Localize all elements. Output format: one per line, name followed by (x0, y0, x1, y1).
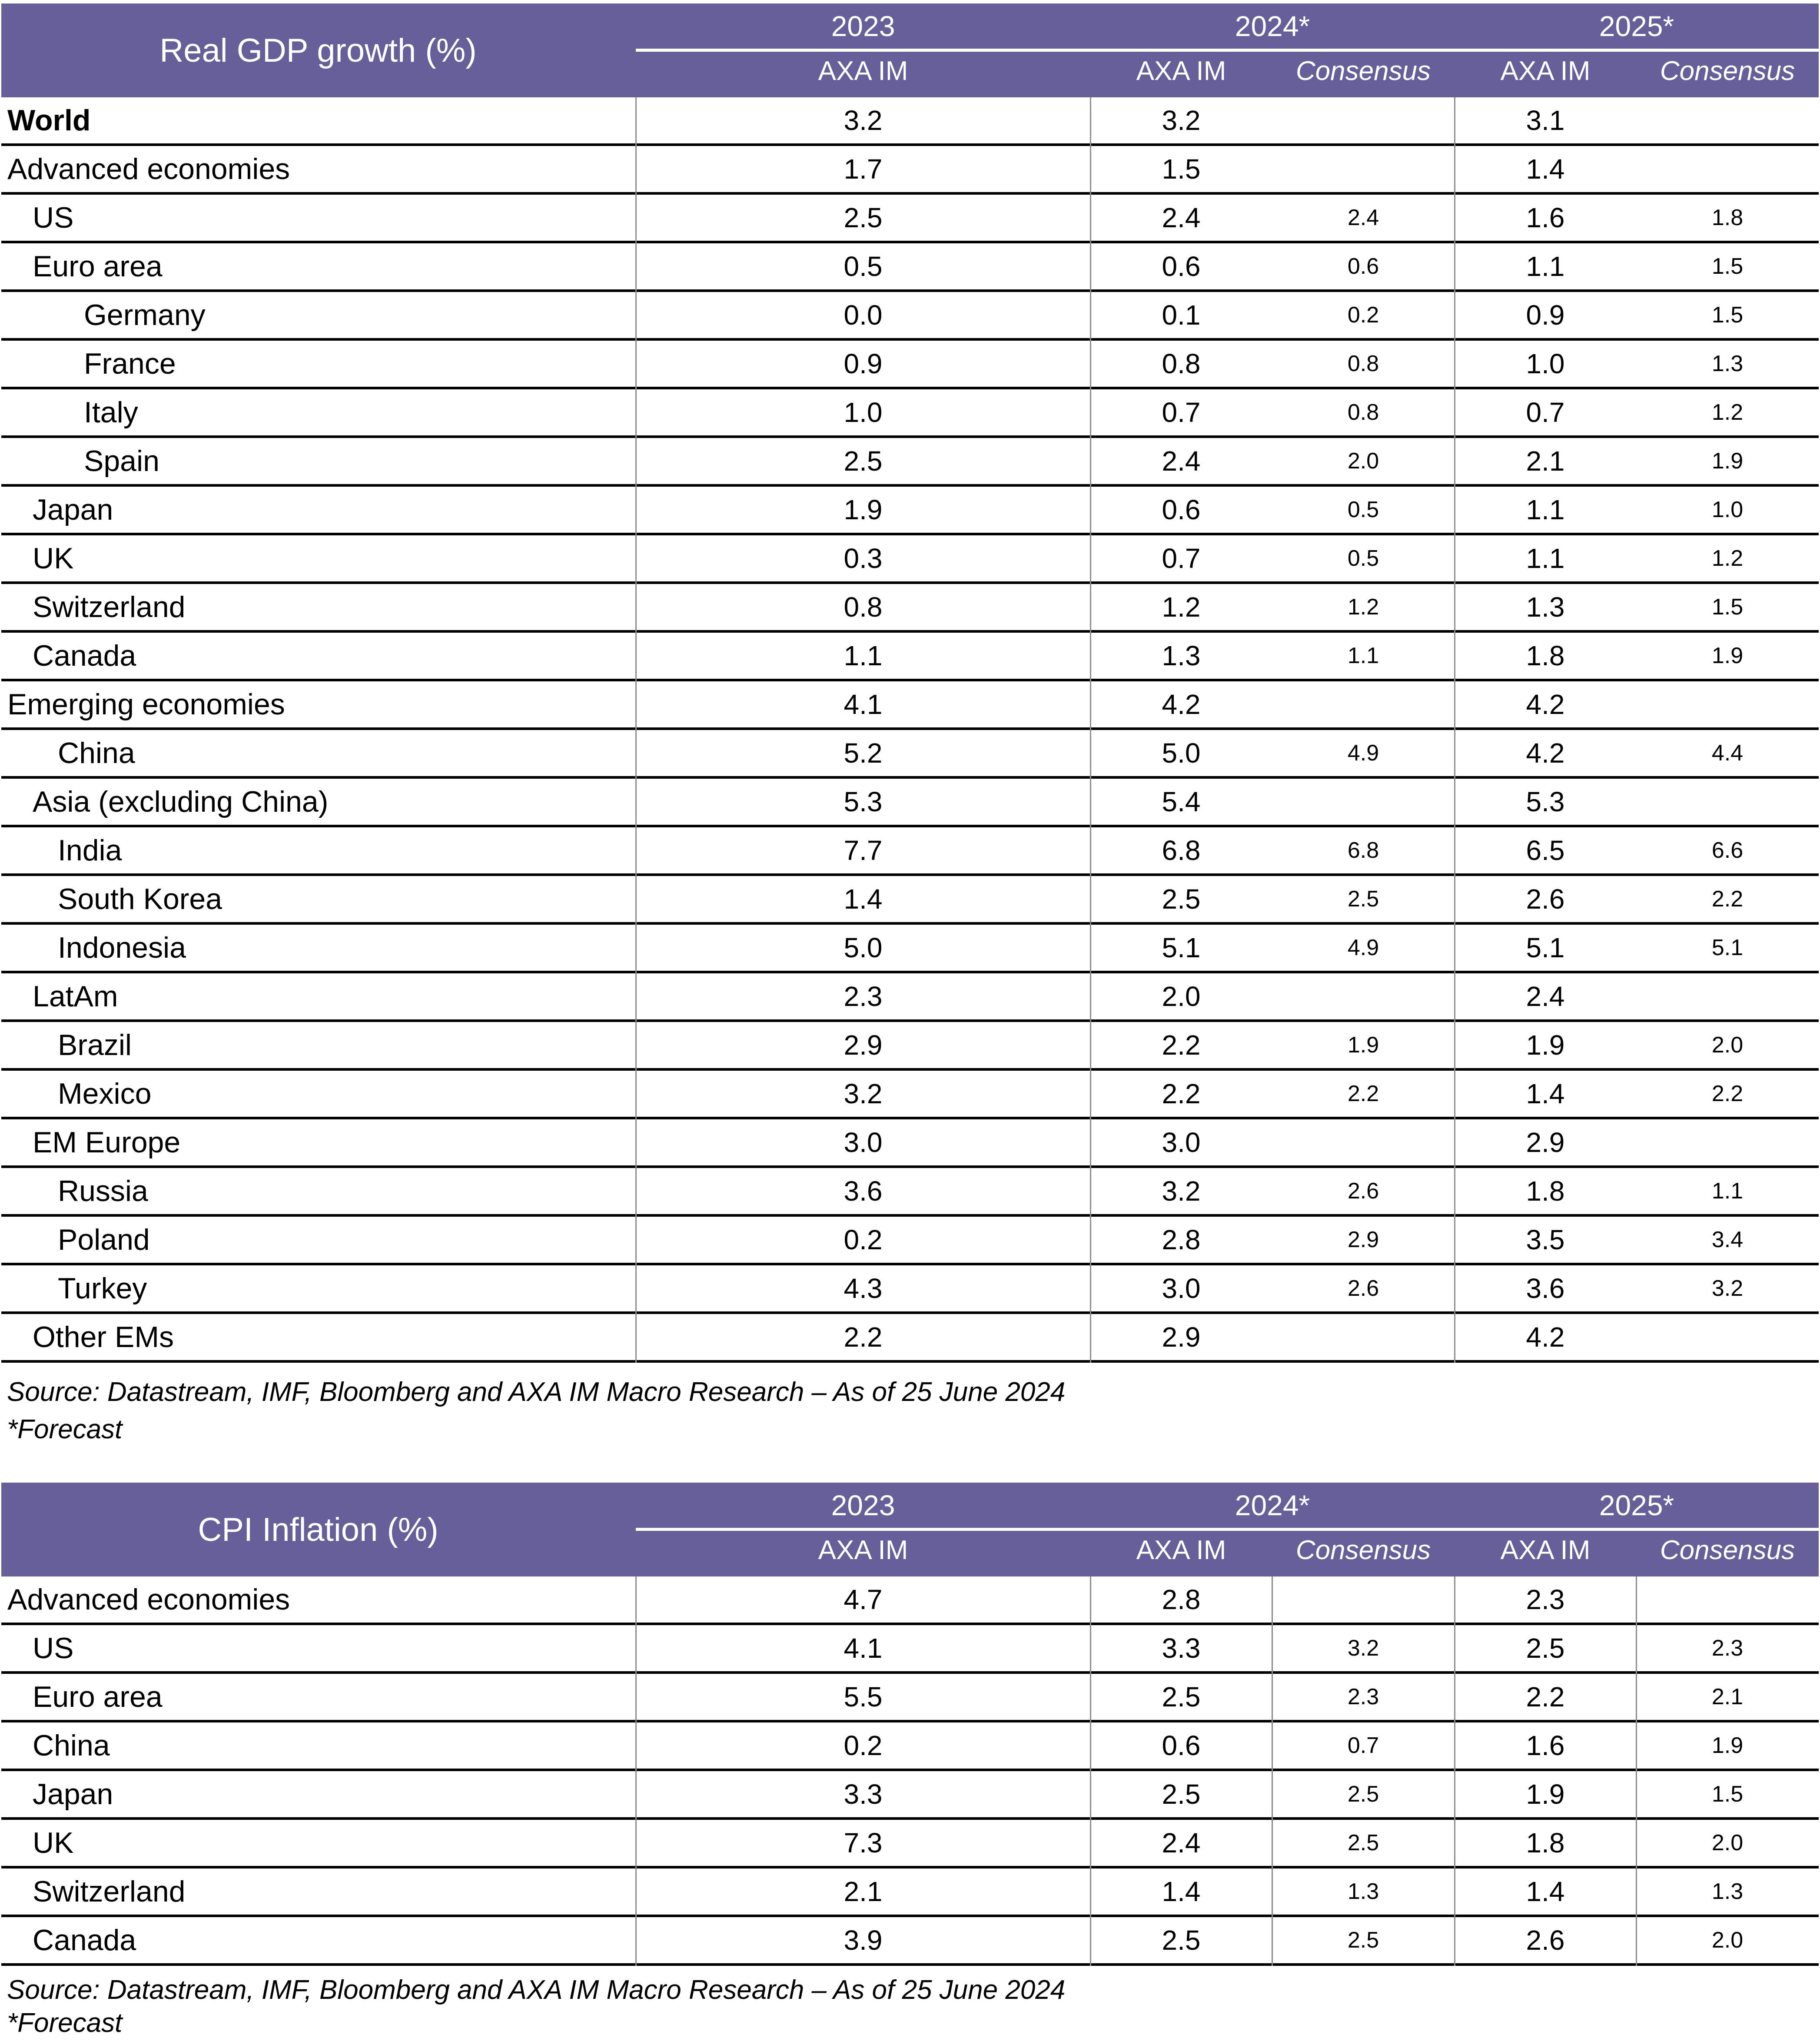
value-2024-consensus (1272, 681, 1455, 727)
value-2025-axa: 3.1 (1526, 105, 1565, 136)
value-2023-axa: 7.7 (844, 835, 883, 866)
row-label: Brazil (58, 1029, 132, 1062)
value-2025-axa: 5.1 (1526, 932, 1565, 963)
value-2025-axa: 1.1 (1526, 251, 1565, 282)
value-2023-axa: 7.3 (844, 1827, 883, 1858)
value-2024-consensus: 1.1 (1347, 643, 1379, 668)
gdp-forecast-note: *Forecast (7, 1414, 123, 1444)
value-2024-consensus (1272, 1119, 1455, 1165)
consensus-2025-header: Consensus (1660, 1535, 1795, 1565)
row-label: Asia (excluding China) (33, 785, 329, 818)
value-2023-axa: 3.6 (844, 1175, 883, 1207)
value-2024-consensus: 0.2 (1347, 302, 1379, 328)
value-2024-axa: 0.8 (1162, 348, 1201, 379)
value-2023-axa: 1.4 (844, 883, 883, 915)
row-label: UK (33, 542, 74, 575)
column-divider (1636, 1576, 1637, 1966)
value-2024-axa: 2.0 (1162, 981, 1201, 1012)
value-2024-consensus: 2.0 (1347, 448, 1379, 474)
consensus-2024-header: Consensus (1295, 56, 1431, 86)
table-row (1, 1022, 1819, 1071)
value-2025-axa: 3.6 (1526, 1273, 1565, 1304)
row-label: Germany (84, 299, 206, 332)
column-divider (1272, 1576, 1273, 1966)
table-row (1, 535, 1819, 584)
value-2025-consensus: 2.3 (1711, 1636, 1744, 1661)
value-2025-consensus: 2.0 (1711, 1830, 1744, 1855)
value-2025-axa: 1.4 (1526, 1078, 1565, 1109)
value-2024-consensus: 0.5 (1347, 497, 1379, 522)
value-2023-axa: 0.8 (844, 591, 883, 623)
value-2025-consensus: 1.2 (1711, 546, 1744, 571)
value-2024-consensus: 2.9 (1347, 1227, 1379, 1252)
value-2024-axa: 0.6 (1162, 494, 1201, 525)
value-2025-axa: 6.5 (1526, 835, 1565, 866)
value-2025-axa: 0.9 (1526, 299, 1565, 331)
value-2025-consensus: 5.1 (1711, 935, 1744, 960)
value-2025-axa: 2.6 (1526, 1925, 1565, 1956)
value-2025-consensus (1636, 973, 1819, 1019)
header-divider (636, 49, 1819, 52)
value-2024-consensus: 0.8 (1347, 351, 1379, 376)
row-label: Indonesia (58, 931, 186, 964)
value-2023-axa: 5.3 (844, 786, 883, 817)
value-2023-axa: 1.0 (844, 397, 883, 428)
row-label: China (33, 1729, 110, 1762)
value-2025-axa: 1.1 (1526, 543, 1565, 574)
year-2024-header: 2024* (1235, 10, 1310, 42)
value-2024-consensus: 2.6 (1347, 1178, 1379, 1204)
row-label: World (7, 104, 91, 137)
value-2024-axa: 2.8 (1162, 1224, 1201, 1255)
value-2023-axa: 5.5 (844, 1681, 883, 1712)
table-title: Real GDP growth (%) (159, 32, 477, 69)
year-2023-header: 2023 (831, 1489, 895, 1521)
value-2024-consensus: 4.9 (1347, 740, 1379, 766)
value-2025-consensus: 1.5 (1711, 254, 1744, 279)
value-2025-axa: 1.8 (1526, 1175, 1565, 1207)
value-2024-consensus (1272, 146, 1455, 192)
value-2024-consensus: 1.9 (1347, 1032, 1379, 1058)
value-2024-axa: 5.1 (1162, 932, 1201, 963)
value-2024-axa: 2.5 (1162, 1681, 1201, 1712)
value-2023-axa: 4.7 (844, 1584, 883, 1615)
row-label: UK (33, 1826, 74, 1859)
value-2024-axa: 5.0 (1162, 737, 1201, 769)
row-label: Canada (33, 1924, 136, 1957)
table-row (1, 1576, 1819, 1625)
value-2025-consensus: 1.5 (1711, 594, 1744, 620)
table-row (1, 925, 1819, 973)
value-2023-axa: 1.9 (844, 494, 883, 525)
value-2024-consensus: 2.3 (1347, 1684, 1379, 1709)
table-row (1, 1674, 1819, 1722)
table-body (1, 1576, 1819, 1966)
value-2023-axa: 0.5 (844, 251, 883, 282)
table-row (1, 341, 1819, 389)
row-label: Spain (84, 445, 159, 478)
table-body (1, 97, 1819, 1363)
year-2023-header: 2023 (831, 10, 895, 42)
value-2025-axa: 1.3 (1526, 591, 1565, 623)
value-2025-axa: 1.1 (1526, 494, 1565, 525)
table-header (1, 3, 1819, 97)
table-row (1, 146, 1819, 195)
year-2025-header: 2025* (1599, 1489, 1674, 1521)
value-2025-consensus: 1.9 (1711, 1733, 1744, 1758)
value-2024-axa: 3.0 (1162, 1127, 1201, 1158)
row-label: South Korea (58, 883, 223, 916)
value-2025-axa: 1.8 (1526, 640, 1565, 671)
value-2024-consensus: 2.5 (1347, 1928, 1379, 1953)
row-label: China (58, 737, 135, 770)
column-divider (1454, 1576, 1455, 1966)
value-2023-axa: 3.0 (844, 1127, 883, 1158)
table-row (1, 973, 1819, 1022)
row-label: US (33, 1632, 74, 1665)
row-label: Other EMs (33, 1321, 174, 1354)
column-divider (1090, 1576, 1091, 1966)
value-2025-axa: 1.9 (1526, 1779, 1565, 1810)
value-2024-axa: 0.7 (1162, 543, 1201, 574)
value-2025-consensus (1636, 1314, 1819, 1360)
value-2023-axa: 0.9 (844, 348, 883, 379)
value-2024-consensus (1272, 1576, 1455, 1623)
value-2024-axa: 1.4 (1162, 1876, 1201, 1907)
value-2025-axa: 2.6 (1526, 883, 1565, 915)
row-label: Switzerland (33, 1875, 186, 1908)
row-label: US (33, 201, 74, 234)
value-2023-axa: 4.1 (844, 689, 883, 720)
value-2024-consensus (1272, 973, 1455, 1019)
table-row (1, 389, 1819, 438)
row-label: Euro area (33, 1680, 163, 1713)
value-2024-consensus: 2.2 (1347, 1081, 1379, 1106)
axa-2023-header: AXA IM (818, 1535, 908, 1565)
value-2024-axa: 2.5 (1162, 1779, 1201, 1810)
column-divider (635, 1576, 637, 1966)
value-2024-axa: 0.6 (1162, 251, 1201, 282)
value-2025-axa: 0.7 (1526, 397, 1565, 428)
value-2025-consensus: 1.9 (1711, 448, 1744, 474)
value-2025-axa: 1.8 (1526, 1827, 1565, 1858)
value-2024-consensus: 2.4 (1347, 205, 1379, 230)
consensus-2025-header: Consensus (1660, 56, 1795, 86)
value-2024-axa: 1.2 (1162, 591, 1201, 623)
value-2025-consensus: 2.2 (1711, 886, 1744, 912)
row-label: LatAm (33, 980, 118, 1013)
value-2024-consensus (1272, 97, 1455, 143)
value-2023-axa: 0.0 (844, 299, 883, 331)
value-2025-axa: 2.5 (1526, 1633, 1565, 1664)
table-row (1, 779, 1819, 827)
value-2024-axa: 6.8 (1162, 835, 1201, 866)
value-2024-consensus: 0.5 (1347, 546, 1379, 571)
value-2023-axa: 2.9 (844, 1029, 883, 1061)
value-2025-consensus: 2.2 (1711, 1081, 1744, 1106)
row-label: Mexico (58, 1077, 152, 1110)
value-2023-axa: 2.3 (844, 981, 883, 1012)
value-2023-axa: 5.0 (844, 932, 883, 963)
value-2024-consensus: 2.5 (1347, 886, 1379, 912)
value-2024-consensus: 4.9 (1347, 935, 1379, 960)
value-2024-consensus: 1.2 (1347, 594, 1379, 620)
axa-2024-header: AXA IM (1136, 1535, 1226, 1565)
table-row (1, 681, 1819, 730)
value-2023-axa: 3.9 (844, 1925, 883, 1956)
value-2025-axa: 2.3 (1526, 1584, 1565, 1615)
value-2024-axa: 2.2 (1162, 1029, 1201, 1061)
value-2025-consensus: 1.3 (1711, 351, 1744, 376)
year-2025-header: 2025* (1599, 10, 1674, 42)
value-2025-consensus: 1.1 (1711, 1178, 1744, 1204)
value-2025-consensus: 1.2 (1711, 400, 1744, 425)
value-2025-consensus (1636, 97, 1819, 143)
table-row (1, 1265, 1819, 1314)
row-label: Russia (58, 1175, 148, 1208)
value-2025-consensus: 1.5 (1711, 302, 1744, 328)
value-2024-axa: 3.2 (1162, 1175, 1201, 1207)
value-2024-axa: 2.4 (1162, 1827, 1201, 1858)
value-2025-axa: 4.2 (1526, 1321, 1565, 1353)
table-row (1, 584, 1819, 633)
value-2025-consensus: 1.3 (1711, 1879, 1744, 1904)
year-2024-header: 2024* (1235, 1489, 1310, 1521)
value-2025-axa: 2.2 (1526, 1681, 1565, 1712)
value-2025-axa: 1.0 (1526, 348, 1565, 379)
value-2024-consensus: 2.6 (1347, 1276, 1379, 1301)
value-2023-axa: 1.7 (844, 153, 883, 185)
value-2025-axa: 1.6 (1526, 1730, 1565, 1761)
value-2024-axa: 2.5 (1162, 1925, 1201, 1956)
cpi-table (1, 1483, 1819, 1966)
value-2024-axa: 0.1 (1162, 299, 1201, 331)
table-row (1, 438, 1819, 487)
table-row (1, 1168, 1819, 1217)
value-2025-axa: 2.4 (1526, 981, 1565, 1012)
table-row (1, 487, 1819, 535)
row-label: India (58, 834, 122, 867)
row-label: Canada (33, 639, 136, 672)
axa-2023-header: AXA IM (818, 56, 908, 86)
table-row (1, 827, 1819, 876)
value-2023-axa: 0.2 (844, 1224, 883, 1255)
value-2025-consensus: 2.0 (1711, 1928, 1744, 1953)
value-2025-consensus (1636, 681, 1819, 727)
row-label: Advanced economies (7, 1583, 290, 1616)
row-label: Advanced economies (7, 153, 290, 186)
value-2025-axa: 1.6 (1526, 202, 1565, 233)
value-2023-axa: 1.1 (844, 640, 883, 671)
value-2023-axa: 4.3 (844, 1273, 883, 1304)
value-2025-consensus: 6.6 (1711, 838, 1744, 863)
value-2024-axa: 0.7 (1162, 397, 1201, 428)
value-2025-consensus: 1.0 (1711, 497, 1744, 522)
table-row (1, 1625, 1819, 1674)
value-2024-axa: 5.4 (1162, 786, 1201, 817)
row-label: EM Europe (33, 1126, 181, 1159)
row-label: Switzerland (33, 591, 186, 624)
value-2025-consensus: 1.8 (1711, 205, 1744, 230)
value-2024-consensus: 3.2 (1347, 1636, 1379, 1661)
gdp-table (1, 3, 1819, 1363)
value-2025-consensus (1636, 1119, 1819, 1165)
row-label: Turkey (58, 1272, 147, 1305)
table-row (1, 1820, 1819, 1868)
value-2025-axa: 3.5 (1526, 1224, 1565, 1255)
value-2023-axa: 3.2 (844, 105, 883, 136)
row-label: Poland (58, 1223, 150, 1256)
gdp-source-note: Source: Datastream, IMF, Bloomberg and AXA IM Macro Research – As of 25 June 2024 (7, 1377, 1066, 1407)
table-row (1, 1771, 1819, 1820)
consensus-2024-header: Consensus (1295, 1535, 1431, 1565)
value-2024-consensus (1272, 779, 1455, 825)
value-2025-axa: 2.1 (1526, 445, 1565, 477)
value-2024-consensus: 0.7 (1347, 1733, 1379, 1758)
table-row (1, 195, 1819, 243)
header-divider (636, 1528, 1819, 1531)
table-row (1, 292, 1819, 341)
cpi-forecast-note: *Forecast (7, 2008, 123, 2038)
value-2025-axa: 4.2 (1526, 737, 1565, 769)
value-2024-axa: 2.9 (1162, 1321, 1201, 1353)
value-2024-consensus: 0.6 (1347, 254, 1379, 279)
value-2024-axa: 2.5 (1162, 883, 1201, 915)
value-2024-axa: 3.3 (1162, 1633, 1201, 1664)
table-header (1, 1483, 1819, 1576)
value-2024-consensus (1272, 1314, 1455, 1360)
column-divider (1090, 97, 1091, 1363)
table-row (1, 1217, 1819, 1265)
value-2024-axa: 0.6 (1162, 1730, 1201, 1761)
value-2023-axa: 4.1 (844, 1633, 883, 1664)
table-row (1, 1119, 1819, 1168)
value-2023-axa: 2.1 (844, 1876, 883, 1907)
value-2024-consensus: 0.8 (1347, 400, 1379, 425)
value-2023-axa: 5.2 (844, 737, 883, 769)
row-label: Euro area (33, 250, 163, 283)
row-label: Japan (33, 493, 113, 526)
table-row (1, 1314, 1819, 1363)
table-row (1, 1868, 1819, 1917)
value-2024-axa: 2.2 (1162, 1078, 1201, 1109)
value-2025-consensus: 1.5 (1711, 1782, 1744, 1807)
value-2025-axa: 4.2 (1526, 689, 1565, 720)
axa-2025-header: AXA IM (1500, 56, 1591, 86)
value-2024-consensus: 2.5 (1347, 1782, 1379, 1807)
value-2023-axa: 2.5 (844, 202, 883, 233)
value-2025-axa: 1.9 (1526, 1029, 1565, 1061)
value-2024-consensus: 2.5 (1347, 1830, 1379, 1855)
column-divider (1454, 97, 1455, 1363)
value-2024-axa: 1.5 (1162, 153, 1201, 185)
value-2025-consensus (1636, 779, 1819, 825)
row-label: France (84, 347, 176, 380)
table-row (1, 1917, 1819, 1966)
value-2024-axa: 3.0 (1162, 1273, 1201, 1304)
table-row (1, 1722, 1819, 1771)
value-2025-consensus (1636, 146, 1819, 192)
value-2023-axa: 2.5 (844, 445, 883, 477)
cpi-source-note: Source: Datastream, IMF, Bloomberg and AXA IM Macro Research – As of 25 June 2024 (7, 1975, 1066, 2005)
table-row (1, 97, 1819, 146)
row-label: Italy (84, 396, 138, 429)
value-2024-axa: 2.8 (1162, 1584, 1201, 1615)
value-2025-consensus: 3.2 (1711, 1276, 1744, 1301)
value-2025-consensus: 2.1 (1711, 1684, 1744, 1709)
value-2025-consensus: 3.4 (1711, 1227, 1744, 1252)
value-2024-axa: 1.3 (1162, 640, 1201, 671)
axa-2024-header: AXA IM (1136, 56, 1226, 86)
column-divider (635, 97, 637, 1363)
row-label: Japan (33, 1778, 113, 1811)
table-row (1, 633, 1819, 681)
table-row (1, 1071, 1819, 1119)
value-2024-axa: 2.4 (1162, 202, 1201, 233)
value-2024-consensus: 1.3 (1347, 1879, 1379, 1904)
value-2024-axa: 4.2 (1162, 689, 1201, 720)
value-2023-axa: 3.2 (844, 1078, 883, 1109)
value-2024-axa: 3.2 (1162, 105, 1201, 136)
table-row (1, 876, 1819, 925)
value-2025-consensus (1636, 1576, 1819, 1623)
value-2023-axa: 3.3 (844, 1779, 883, 1810)
value-2025-axa: 1.4 (1526, 153, 1565, 185)
table-row (1, 243, 1819, 292)
value-2023-axa: 2.2 (844, 1321, 883, 1353)
value-2023-axa: 0.3 (844, 543, 883, 574)
value-2024-axa: 2.4 (1162, 445, 1201, 477)
value-2025-consensus: 2.0 (1711, 1032, 1744, 1058)
value-2024-consensus: 6.8 (1347, 838, 1379, 863)
value-2025-axa: 1.4 (1526, 1876, 1565, 1907)
value-2025-axa: 5.3 (1526, 786, 1565, 817)
table-row (1, 730, 1819, 779)
value-2023-axa: 0.2 (844, 1730, 883, 1761)
value-2025-consensus: 4.4 (1711, 740, 1744, 766)
table-title: CPI Inflation (%) (198, 1511, 438, 1548)
value-2025-consensus: 1.9 (1711, 643, 1744, 668)
row-label: Emerging economies (7, 688, 285, 721)
axa-2025-header: AXA IM (1500, 1535, 1591, 1565)
value-2025-axa: 2.9 (1526, 1127, 1565, 1158)
